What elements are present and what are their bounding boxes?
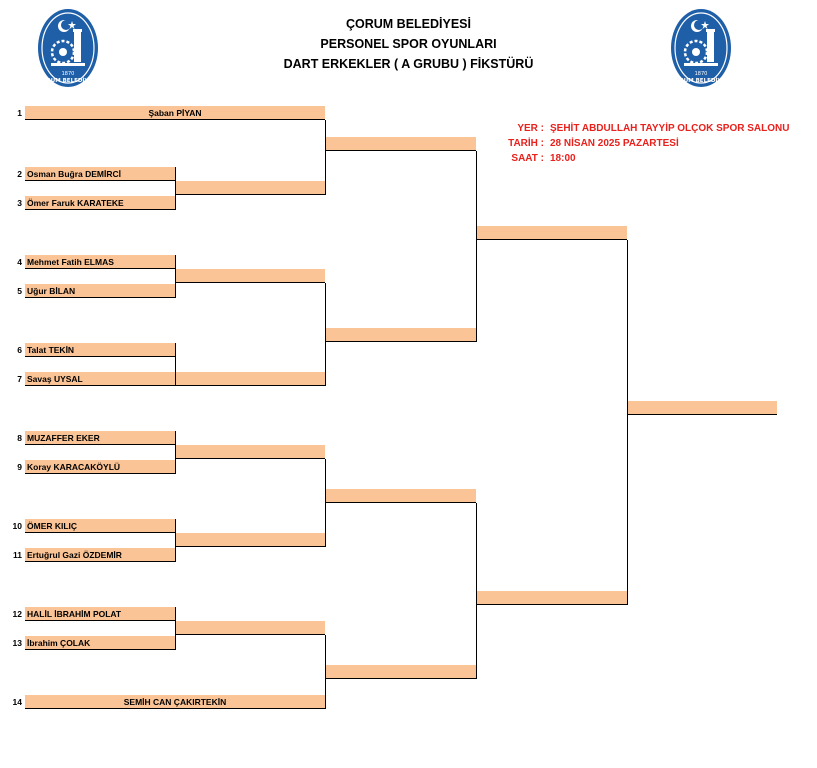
player-slot: ÖMER KILIÇ	[25, 519, 175, 533]
bracket-connector	[627, 240, 628, 605]
bracket-connector	[175, 167, 176, 210]
title-line-3: DART ERKEKLER ( A GRUBU ) FİKSTÜRÜ	[283, 57, 534, 71]
title-line-1: ÇORUM BELEDİYESİ	[345, 17, 471, 31]
round2-winner-slot	[175, 533, 325, 547]
player-number: 5	[17, 286, 22, 296]
svg-text:ÇORUM BELEDİYESİ: ÇORUM BELEDİYESİ	[670, 78, 732, 84]
player-number: 4	[17, 257, 22, 267]
bracket-connector	[476, 151, 477, 342]
semifinal-winner-slot	[476, 591, 627, 605]
corum-belediyesi-logo-right-icon	[670, 8, 732, 88]
player-slot: SEMİH CAN ÇAKIRTEKİN	[25, 695, 325, 709]
player-slot: Ömer Faruk KARATEKE	[25, 196, 175, 210]
player-slot: MUZAFFER EKER	[25, 431, 175, 445]
player-number: 11	[13, 550, 22, 560]
bracket-connector	[325, 635, 326, 709]
player-slot: İbrahim ÇOLAK	[25, 636, 175, 650]
bracket-connector	[175, 255, 176, 298]
player-number: 7	[17, 374, 22, 384]
bracket-connector	[175, 519, 176, 562]
player-slot: Savaş UYSAL	[25, 372, 175, 386]
round3-winner-slot	[325, 328, 476, 342]
player-number: 10	[12, 521, 22, 531]
svg-text:1870: 1870	[694, 71, 708, 77]
info-place-label: YER :	[517, 123, 544, 134]
svg-text:1870: 1870	[61, 71, 75, 77]
info-place	[500, 122, 789, 136]
svg-text:ÇORUM BELEDİYESİ: ÇORUM BELEDİYESİ	[37, 78, 99, 84]
player-slot: Mehmet Fatih ELMAS	[25, 255, 175, 269]
player-slot: Şaban PİYAN	[25, 106, 325, 120]
player-number: 8	[17, 433, 22, 443]
player-number: 1	[17, 108, 22, 118]
info-place-value: ŞEHİT ABDULLAH TAYYİP OLÇOK SPOR SALONU	[550, 123, 790, 134]
bracket-connector	[325, 283, 326, 386]
player-number: 3	[17, 198, 22, 208]
round2-winner-slot	[175, 621, 325, 635]
player-number: 9	[17, 462, 22, 472]
round3-winner-slot	[325, 665, 476, 679]
info-time-value: 18:00	[550, 153, 576, 164]
player-slot: Osman Buğra DEMİRCİ	[25, 167, 175, 181]
bracket-connector	[325, 459, 326, 547]
player-slot: Koray KARACAKÖYLÜ	[25, 460, 175, 474]
player-slot: Ertuğrul Gazi ÖZDEMİR	[25, 548, 175, 562]
info-time	[500, 152, 576, 166]
round3-winner-slot	[325, 489, 476, 503]
info-date-label: TARİH :	[508, 138, 544, 149]
round2-winner-slot	[175, 269, 325, 283]
bracket-connector	[476, 503, 477, 679]
player-number: 12	[12, 609, 22, 619]
player-slot: HALİL İBRAHİM POLAT	[25, 607, 175, 621]
final-winner-slot	[627, 401, 777, 415]
player-number: 2	[17, 169, 22, 179]
bracket-connector	[175, 607, 176, 650]
title-line-2: PERSONEL SPOR OYUNLARI	[320, 37, 497, 51]
player-number: 6	[17, 345, 22, 355]
info-time-label: SAAT :	[511, 153, 544, 164]
player-number: 13	[12, 638, 22, 648]
round2-winner-slot	[175, 181, 325, 195]
info-date-value: 28 NİSAN 2025 PAZARTESİ	[550, 138, 679, 149]
round2-winner-slot	[175, 445, 325, 459]
round3-winner-slot	[325, 137, 476, 151]
bracket-connector	[175, 343, 176, 386]
corum-belediyesi-logo-left-icon	[37, 8, 99, 88]
bracket-connector	[175, 431, 176, 474]
round2-winner-slot	[175, 372, 325, 386]
player-slot: Talat TEKİN	[25, 343, 175, 357]
info-date	[500, 137, 679, 151]
semifinal-winner-slot	[476, 226, 627, 240]
player-slot: Uğur BİLAN	[25, 284, 175, 298]
bracket-connector	[325, 120, 326, 195]
player-number: 14	[12, 697, 22, 707]
